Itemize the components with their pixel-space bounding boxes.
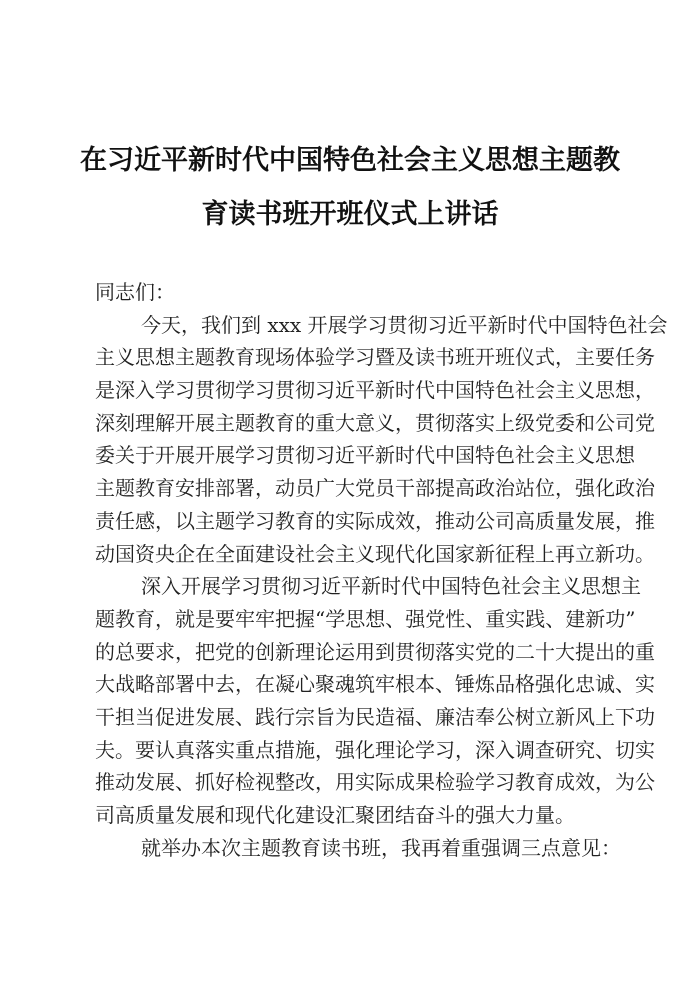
text-line: 责任感，以主题学习教育的实际成效，推动公司高质量发展，推 [95, 508, 655, 533]
paragraph-1 [95, 309, 668, 571]
text-line: 动国资央企在全面建设社会主义现代化国家新征程上再立新功。 [95, 541, 655, 566]
text-line: 是深入学习贯彻学习贯彻习近平新时代中国特色社会主义思想， [95, 378, 655, 403]
salutation: 同志们： [95, 280, 175, 304]
document-title-line-2: 育读书班开班仪式上讲话 [201, 199, 499, 230]
text-line: 主题教育安排部署，动员广大党员干部提高政治站位，强化政治 [95, 476, 655, 501]
document-title-line-1: 在习近平新时代中国特色社会主义思想主题教 [80, 145, 620, 176]
text-line: 主义思想主题教育现场体验学习暨及读书班开班仪式，主要任务 [95, 345, 655, 370]
text-line: 干担当促进发展、践行宗旨为民造福、廉洁奉公树立新风上下功 [95, 704, 655, 729]
text-line: 司高质量发展和现代化建设汇聚团结奋斗的强大力量。 [95, 803, 575, 827]
text-line: 大战略部署中去，在凝心聚魂筑牢根本、锤炼品格强化忠诚、实 [95, 672, 655, 697]
document-body [95, 276, 668, 864]
text-line: 的总要求，把党的创新理论运用到贯彻落实党的二十大提出的重 [95, 639, 655, 664]
text-line: 深刻理解开展主题教育的重大意义，贯彻落实上级党委和公司党 [95, 410, 655, 435]
paragraph-2 [95, 570, 655, 832]
text-line: 今天，我们到 xxx 开展学习贯彻习近平新时代中国特色社会 [141, 312, 668, 337]
text-line: 委关于开展开展学习贯彻习近平新时代中国特色社会主义思想 [95, 443, 635, 468]
text-line: 深入开展学习贯彻习近平新时代中国特色社会主义思想主 [141, 574, 641, 599]
text-line: 就举办本次主题教育读书班，我再着重强调三点意见： [141, 835, 621, 860]
paragraph-3 [95, 832, 621, 865]
text-line: 夫。要认真落实重点措施，强化理论学习，深入调查研究、切实 [95, 737, 655, 762]
text-line: 题教育，就是要牢牢把握“学思想、强党性、重实践、建新功” [95, 606, 636, 631]
text-line: 推动发展、抓好检视整改，用实际成果检验学习教育成效，为公 [95, 770, 655, 795]
